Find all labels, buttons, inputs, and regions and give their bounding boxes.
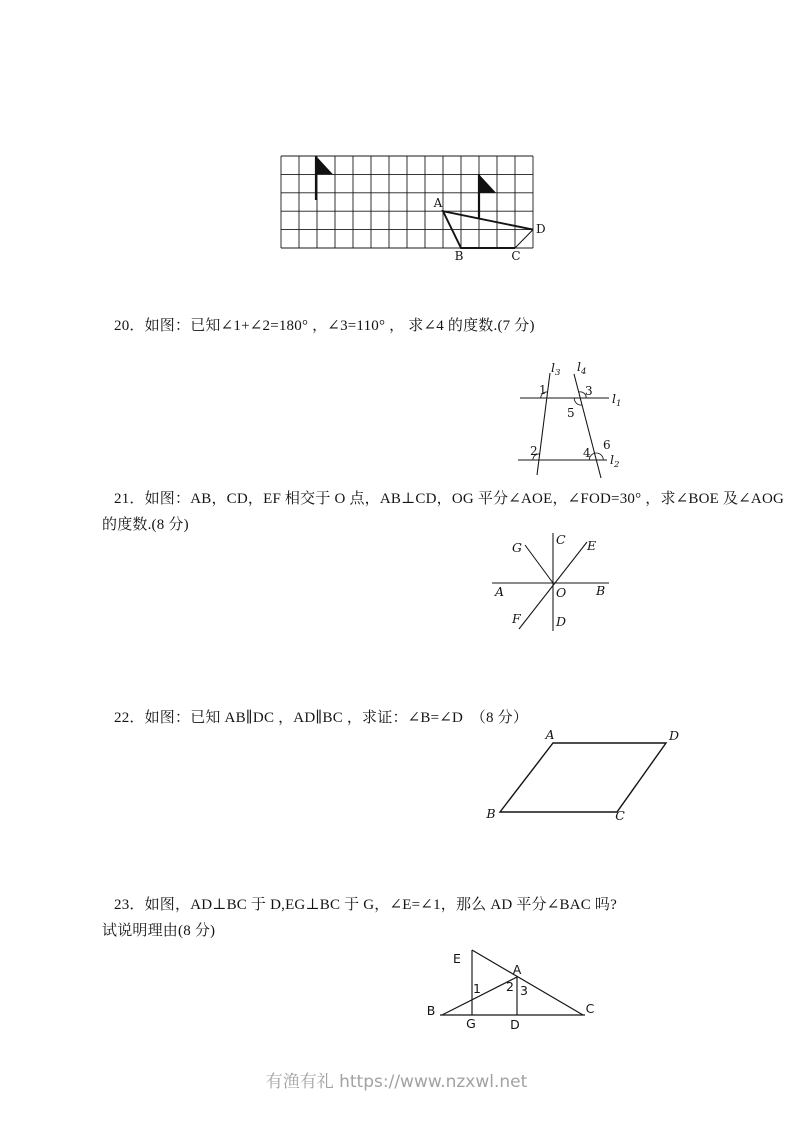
fig21-label-d: D (556, 614, 567, 629)
fig20-label-l2: $l_2$ (610, 452, 620, 470)
footer-text: 有渔有礼 https://www.nzxwl.net (265, 1072, 528, 1092)
problem-23-figure (420, 945, 612, 1040)
grid-vertex-label-b: B (454, 249, 464, 263)
grid-vertex-label-a: A (433, 196, 443, 210)
problem-23-text-line1: 23．如图，AD⊥BC 于 D,EG⊥BC 于 G，∠E=∠1，那么 AD 平分∠BAC 吗? (114, 897, 617, 913)
grid-flags-figure (279, 154, 551, 270)
grid-vertex-label-d: D (536, 222, 546, 236)
fig20-angle-3-label: 3 (585, 384, 593, 398)
quad-edge-cd (515, 230, 533, 248)
fig20-angle-4-label: 4 (583, 446, 591, 460)
fig23-label-a: A (512, 962, 522, 977)
fig22-label-b: B (486, 806, 496, 821)
fig21-label-g: G (512, 540, 522, 555)
fig23-angle-3-label: 3 (520, 983, 528, 998)
fig20-label-l1: $l_1$ (612, 391, 622, 409)
problem-20-figure (505, 359, 635, 484)
fig21-label-e: E (587, 538, 597, 553)
fig22-parallelogram (500, 743, 666, 812)
fig23-label-b: B (426, 1003, 436, 1018)
problem-23-text-line2: 试说明理由(8 分) (102, 923, 216, 939)
footer-watermark (0, 1067, 793, 1092)
fig21-label-b: B (596, 583, 606, 598)
fig21-label-f: F (512, 611, 521, 626)
fig21-label-a: A (495, 584, 505, 599)
fig20-angle-5-label: 5 (567, 406, 575, 420)
grid-vertex-label-c: C (511, 249, 521, 263)
problem-21-figure (480, 530, 622, 636)
fig20-angle-1-label: 1 (539, 383, 547, 397)
fig21-label-o: O (556, 585, 567, 600)
fig23-label-g: G (466, 1016, 476, 1031)
fig21-ray-og (525, 545, 553, 583)
fig20-angle-2-label: 2 (530, 444, 538, 458)
fig23-label-e: E (453, 951, 461, 966)
fig23-angle-2-label: 2 (506, 979, 514, 994)
problem-20-text: 20．如图：已知∠1+∠2=180° ，∠3=110° ， 求∠4 的度数.(7 分) (114, 318, 535, 334)
problem-21-text-line2: 的度数.(8 分) (102, 517, 189, 533)
problem-22-figure (480, 725, 698, 827)
problem-22-text: 22．如图：已知 AB∥DC ，AD∥BC ，求证：∠B=∠D （8 分） (114, 710, 529, 726)
fig21-label-c: C (556, 532, 566, 547)
fig22-label-d: D (669, 728, 680, 743)
fig20-label-l4: $l_4$ (577, 359, 587, 377)
problem-21-text-line1: 21．如图：AB，CD，EF 相交于 O 点，AB⊥CD，OG 平分∠AOE，∠FOD=30° ，求∠BOE 及∠AOG (114, 491, 785, 507)
fig23-label-c: C (585, 1001, 595, 1016)
fig23-label-d: D (510, 1017, 520, 1032)
fig22-label-c: C (615, 808, 625, 823)
fig20-angle-6-label: 6 (603, 438, 611, 452)
flag-1-icon (316, 156, 333, 174)
fig22-label-a: A (545, 727, 555, 742)
fig20-label-l3: $l_3$ (551, 360, 561, 378)
fig23-angle-1-label: 1 (473, 981, 481, 996)
flag-2-icon (479, 174, 496, 192)
